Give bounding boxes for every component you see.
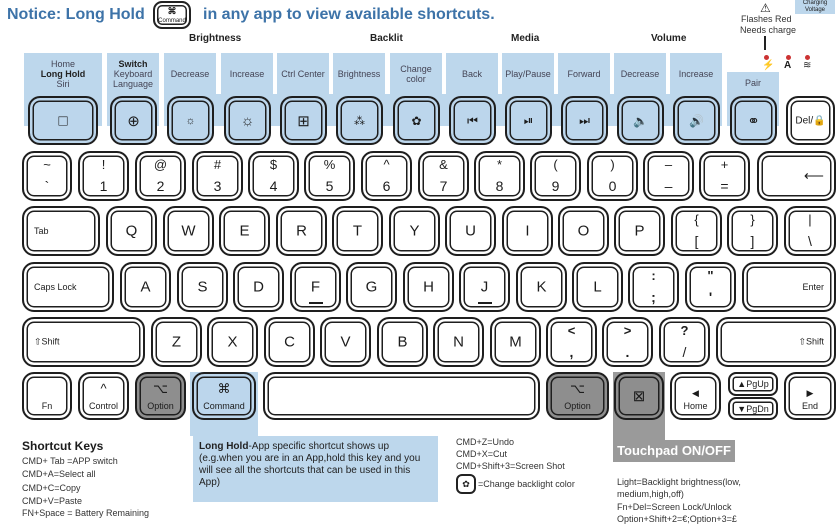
bolt-icon: ⚡ — [762, 60, 775, 71]
equals-top: + — [720, 157, 729, 172]
control-key[interactable] — [78, 372, 129, 420]
key-7[interactable] — [418, 151, 469, 201]
key-9-bot: 9 — [551, 178, 560, 194]
minus-key[interactable] — [643, 151, 694, 201]
key-j[interactable] — [459, 262, 510, 312]
key-6-top: ^ — [383, 157, 390, 172]
key-y-label: Y — [409, 222, 420, 240]
key-u[interactable] — [445, 206, 496, 256]
key-i-label: I — [525, 222, 530, 240]
key-s-label: S — [197, 278, 208, 296]
backspace-arrow-icon: ⟵ — [803, 167, 824, 184]
globe-icon: ⊕ — [127, 112, 140, 130]
key-i[interactable] — [502, 206, 553, 256]
pipe-top: | — [808, 212, 812, 227]
command-icon: ⌘ — [217, 381, 231, 396]
long-hold-description — [193, 436, 438, 502]
fn-label: Fn — [41, 401, 53, 411]
minus-bot: – — [664, 178, 673, 194]
dquote-top: " — [707, 268, 714, 283]
key-3[interactable] — [192, 151, 243, 201]
notice-text: Notice: Long Hold — [7, 6, 145, 23]
key-m-label: M — [509, 333, 522, 351]
volume-up-icon: 🔊 — [689, 113, 704, 128]
pipe-bot: \ — [808, 233, 812, 249]
group-brightness: Brightness — [189, 33, 242, 44]
key-0-bot: 0 — [608, 178, 617, 194]
backlight-color-note: =Change backlight color — [478, 479, 575, 489]
long-hold-text: -App specific shortcut shows up (e.g.when you are in an App,hold this key and you will see all the shortcuts that can be used in this App) — [199, 441, 421, 488]
fn-key[interactable] — [22, 372, 72, 420]
note-line: Fn+Del=Screen Lock/Unlock — [617, 502, 732, 512]
backlit-brightness-key[interactable] — [336, 96, 383, 145]
key-3-bot: 3 — [213, 178, 222, 194]
right-option-key[interactable] — [546, 372, 609, 420]
key-5-bot: 5 — [325, 178, 334, 194]
note-line: Option+Shift+2=€;Option+3=£ — [617, 514, 737, 524]
home-key[interactable] — [670, 372, 721, 420]
tilde-key[interactable] — [22, 151, 72, 201]
key-6[interactable] — [361, 151, 412, 201]
key-x-label: X — [227, 333, 238, 351]
key-k-label: K — [536, 278, 547, 296]
key-9[interactable] — [530, 151, 581, 201]
semicolon-key[interactable] — [628, 262, 679, 312]
switch-label-text: Switch — [118, 58, 148, 69]
previous-track-icon: ⏮ — [467, 113, 478, 127]
control-label: Control — [88, 401, 118, 411]
lt-top: < — [567, 323, 576, 338]
key-t-label: T — [352, 222, 363, 240]
brace-left-bot: [ — [694, 233, 699, 249]
key-u-label: U — [465, 222, 476, 240]
home-siri-key[interactable] — [28, 96, 98, 145]
squote-bot: ' — [708, 289, 713, 305]
command-label: Command — [203, 401, 245, 411]
brightness-down-icon: ☼ — [185, 114, 196, 127]
key-f-label: F — [310, 278, 321, 296]
key-p[interactable] — [614, 206, 665, 256]
home-label — [24, 53, 102, 94]
key-z[interactable] — [151, 317, 202, 367]
brightness-up-icon: ☼ — [240, 112, 255, 129]
keyboard-label-text: Keyboard — [113, 68, 153, 79]
key-o-label: O — [577, 222, 590, 240]
key-e-label: E — [239, 222, 250, 240]
key-5-top: % — [323, 157, 336, 172]
caps-indicator-icon: A — [784, 60, 792, 71]
tab-key[interactable] — [22, 206, 100, 256]
label-play-pause: Play/Pause — [502, 53, 554, 94]
brightness-down-key[interactable] — [167, 96, 214, 145]
key-4-bot: 4 — [269, 178, 278, 194]
key-q[interactable] — [106, 206, 157, 256]
qmark-top: ? — [680, 323, 689, 338]
key-r[interactable] — [276, 206, 327, 256]
key-w-label: W — [181, 222, 196, 240]
long-hold-bold: Long Hold — [199, 441, 249, 452]
key-7-top: & — [439, 157, 448, 172]
key-g-label: G — [365, 278, 378, 296]
command-key[interactable] — [192, 372, 256, 420]
key-4[interactable] — [248, 151, 299, 201]
space-bar[interactable] — [263, 372, 540, 420]
semicolon-bot: ; — [651, 289, 656, 305]
play-pause-icon: ⏯ — [523, 113, 534, 127]
enter-label: Enter — [802, 282, 824, 292]
period-key[interactable] — [602, 317, 653, 367]
key-l-label: L — [593, 278, 602, 296]
needs-charge-text: Needs charge — [740, 25, 797, 35]
key-n[interactable] — [433, 317, 484, 367]
key-t[interactable] — [332, 206, 383, 256]
tilde-top: ~ — [43, 157, 51, 172]
tilde-bot: ` — [44, 178, 50, 194]
key-d[interactable] — [233, 262, 284, 312]
shortcut-line: CMD+V=Paste — [22, 496, 83, 506]
minus-top: – — [664, 157, 673, 172]
key-0-top: ) — [610, 157, 615, 172]
key-h[interactable] — [403, 262, 454, 312]
right-shift-key[interactable] — [716, 317, 836, 367]
quote-key[interactable] — [685, 262, 736, 312]
key-p-label: P — [634, 222, 645, 240]
label-forward: Forward — [558, 53, 610, 94]
left-shift-key[interactable] — [22, 317, 145, 367]
shortcut-line: CMD+A=Select all — [22, 469, 96, 479]
key-2-bot: 2 — [156, 178, 165, 194]
long-hold-label-text: Long Hold — [40, 68, 86, 79]
group-volume: Volume — [651, 33, 687, 44]
home-key-label: Home — [683, 401, 708, 411]
key-c[interactable] — [264, 317, 315, 367]
cmd-shortcut-line: CMD+Z=Undo — [456, 437, 515, 447]
key-4-top: $ — [269, 157, 278, 172]
key-d-label: D — [253, 278, 264, 296]
backlight-icon: ⁂ — [354, 115, 365, 127]
cmd-shortcut-line: CMD+Shift+3=Screen Shot — [456, 461, 565, 471]
key-a[interactable] — [120, 262, 171, 312]
key-s[interactable] — [177, 262, 228, 312]
volume-down-key[interactable] — [617, 96, 664, 145]
key-g[interactable] — [346, 262, 397, 312]
option-icon: ⌥ — [570, 381, 585, 396]
label-vol-increase: Increase — [670, 53, 722, 94]
group-backlit: Backlit — [370, 33, 403, 44]
backlight-color-mini-key — [456, 474, 476, 494]
key-m[interactable] — [490, 317, 541, 367]
caps-lock-key[interactable] — [22, 262, 114, 312]
right-arrow-icon: ▶ — [806, 388, 814, 398]
volume-down-icon: 🔈 — [633, 113, 648, 128]
home-bump — [309, 302, 323, 304]
key-9-top: ( — [553, 157, 558, 172]
key-3-top: # — [213, 157, 222, 172]
label-bright-increase: Increase — [221, 53, 273, 94]
touchpad-icon: ⊠ — [632, 388, 646, 405]
key-c-label: C — [284, 333, 295, 351]
key-7-bot: 7 — [439, 178, 448, 194]
backlight-color-icon: ✿ — [411, 113, 422, 128]
media-forward-key[interactable] — [561, 96, 608, 145]
control-center-key[interactable] — [280, 96, 327, 145]
key-w[interactable] — [163, 206, 214, 256]
brightness-up-key[interactable] — [224, 96, 271, 145]
key-8[interactable] — [474, 151, 525, 201]
key-h-label: H — [423, 278, 434, 296]
pair-key[interactable] — [730, 96, 777, 145]
key-y[interactable] — [389, 206, 440, 256]
link-icon: ⚭ — [747, 112, 760, 130]
end-key-label: End — [801, 401, 818, 411]
shortcut-line: FN+Space = Battery Remaining — [22, 508, 150, 518]
left-option-key[interactable] — [135, 372, 186, 420]
key-q-label: Q — [125, 222, 138, 240]
home-label-text: Home — [50, 58, 75, 69]
command-key-illustration — [153, 1, 191, 29]
shortcut-line: CMD+ Tab =APP switch — [22, 456, 118, 466]
flashes-red-text: Flashes Red — [741, 14, 792, 24]
slash-bot: / — [682, 344, 687, 360]
key-o[interactable] — [558, 206, 609, 256]
note-line: medium,high,off) — [617, 489, 684, 499]
label-vol-decrease: Decrease — [614, 53, 666, 94]
key-k[interactable] — [516, 262, 567, 312]
backspace-key[interactable] — [757, 151, 836, 201]
tab-label: Tab — [34, 226, 49, 236]
key-0[interactable] — [587, 151, 638, 201]
media-back-key[interactable] — [449, 96, 496, 145]
backlight-color-icon: ✿ — [462, 479, 470, 489]
key-1-top: ! — [101, 157, 106, 172]
command-icon: ⌘ — [167, 6, 177, 16]
page-up-label: ▲PgUp — [737, 379, 769, 389]
key-f[interactable] — [290, 262, 341, 312]
key-a-label: A — [140, 278, 151, 296]
label-pair: Pair — [727, 72, 779, 94]
home-bump — [478, 302, 492, 304]
shortcut-keys-title: Shortcut Keys — [22, 439, 104, 453]
page-up-key[interactable] — [728, 372, 778, 396]
key-n-label: N — [453, 333, 464, 351]
label-backlit-brightness: Brightness — [333, 53, 385, 94]
equals-key[interactable] — [699, 151, 750, 201]
language-label-text: Language — [112, 78, 154, 89]
key-v-label: V — [340, 333, 351, 351]
backslash-key[interactable] — [784, 206, 836, 256]
key-6-bot: 6 — [382, 178, 391, 194]
option-icon: ⌥ — [153, 381, 168, 396]
key-l[interactable] — [572, 262, 623, 312]
control-icon: ^ — [100, 381, 107, 396]
left-arrow-icon: ◀ — [692, 388, 699, 398]
caps-lock-label: Caps Lock — [34, 282, 77, 292]
square-icon: □ — [58, 112, 68, 129]
brace-right-top: } — [750, 212, 755, 227]
note-line: Light=Backlight brightness(low, — [617, 477, 741, 487]
left-shift-label: ⇧Shift — [34, 336, 60, 347]
colon-top: : — [651, 268, 656, 283]
control-center-icon: ⊞ — [297, 112, 310, 130]
label-back: Back — [446, 53, 498, 94]
next-track-icon: ⏭ — [579, 113, 590, 127]
enter-key[interactable] — [742, 262, 836, 312]
touchpad-toggle-key[interactable] — [614, 372, 664, 420]
option-label: Option — [147, 401, 174, 411]
key-b[interactable] — [377, 317, 428, 367]
command-text: Command — [158, 18, 186, 24]
touchpad-onoff-label: Touchpad ON/OFF — [613, 440, 735, 462]
key-v[interactable] — [320, 317, 371, 367]
switch-language-label — [107, 53, 159, 94]
brace-left-key[interactable] — [671, 206, 722, 256]
language-key[interactable] — [110, 96, 157, 145]
option-r-label: Option — [564, 401, 591, 411]
key-8-bot: 8 — [495, 178, 504, 194]
end-key[interactable] — [784, 372, 836, 420]
key-x[interactable] — [207, 317, 258, 367]
indicator-arrow — [764, 36, 766, 50]
label-ctrl-center: Ctrl Center — [277, 53, 329, 94]
key-1[interactable] — [78, 151, 129, 201]
key-j-label: J — [480, 278, 489, 296]
notice-text-2: in any app to view available shortcuts. — [203, 6, 495, 23]
volume-up-key[interactable] — [673, 96, 720, 145]
key-e[interactable] — [219, 206, 270, 256]
delete-lock-key[interactable] — [786, 96, 835, 145]
key-z-label: Z — [171, 333, 182, 351]
gt-top: > — [623, 323, 632, 338]
shortcut-line: CMD+C=Copy — [22, 483, 81, 493]
key-1-bot: 1 — [99, 178, 108, 194]
key-r-label: R — [296, 222, 307, 240]
slash-key[interactable] — [659, 317, 710, 367]
key-5[interactable] — [304, 151, 355, 201]
cmd-shortcut-line: CMD+X=Cut — [456, 449, 508, 459]
key-b-label: B — [397, 333, 408, 351]
key-8-top: * — [496, 157, 503, 172]
backlit-color-key[interactable] — [393, 96, 440, 145]
siri-label-text: Siri — [56, 78, 70, 89]
key-2[interactable] — [135, 151, 186, 201]
period-bot: . — [625, 344, 630, 360]
equals-bot: = — [720, 178, 729, 194]
page-down-label: ▼PgDn — [737, 403, 769, 414]
warning-icon: ⚠ — [760, 1, 771, 15]
label-change-color: Change color — [390, 53, 442, 94]
page-down-key[interactable] — [728, 397, 778, 420]
charging-voltage-label: Charging Voltage — [795, 0, 835, 14]
wifi-icon: ≋ — [803, 60, 812, 71]
delete-lock-label: Del/🔒 — [795, 115, 826, 126]
right-shift-label: ⇧Shift — [798, 336, 824, 347]
key-2-top: @ — [153, 157, 168, 172]
comma-key[interactable] — [546, 317, 597, 367]
brace-left-top: { — [694, 212, 699, 227]
comma-bot: , — [569, 344, 574, 360]
brace-right-key[interactable] — [727, 206, 778, 256]
brace-right-bot: ] — [750, 233, 755, 249]
group-media: Media — [511, 33, 540, 44]
media-play-key[interactable] — [505, 96, 552, 145]
label-bright-decrease: Decrease — [164, 53, 216, 94]
